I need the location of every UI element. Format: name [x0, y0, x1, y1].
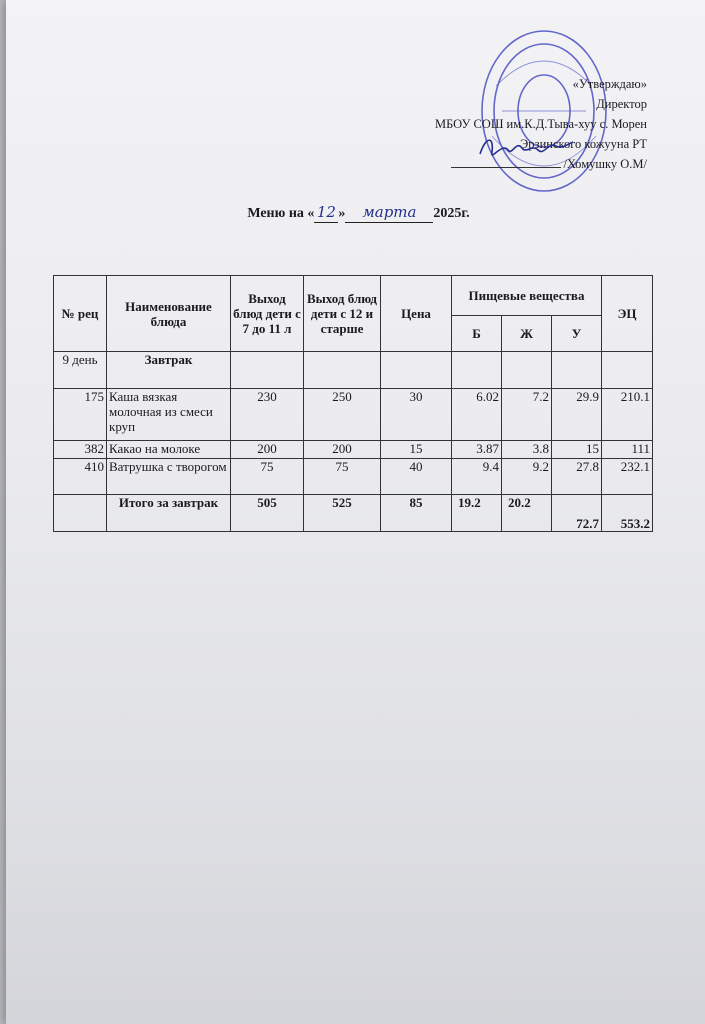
table-row	[54, 459, 653, 495]
header-zh: Ж	[502, 316, 552, 352]
header-price: Цена	[381, 276, 452, 352]
cell-num: 175	[54, 389, 107, 441]
cell-out12: 200	[304, 441, 381, 459]
table-row	[54, 441, 653, 459]
header-num: № рец	[54, 276, 107, 352]
total-ec: 553.2	[602, 495, 653, 532]
section-day: 9 день	[54, 352, 107, 389]
title-suffix: 2025г.	[433, 206, 470, 221]
cell-out7: 200	[231, 441, 304, 459]
page-title	[6, 203, 705, 223]
cell-zh: 9.2	[502, 459, 552, 495]
header-name: Наименование блюда	[107, 276, 231, 352]
cell-price: 30	[381, 389, 452, 441]
cell-ec: 210.1	[602, 389, 653, 441]
director-signature	[476, 132, 576, 164]
approval-line-1: «Утверждаю»	[572, 77, 647, 91]
header-ec: ЭЦ	[602, 276, 653, 352]
cell-num: 410	[54, 459, 107, 495]
cell-out7: 75	[231, 459, 304, 495]
total-zh: 20.2	[502, 495, 552, 532]
approval-line-4: Эрзинского кожууна РТ	[519, 137, 647, 151]
cell-name: Ватрушка с творогом	[107, 459, 231, 495]
header-out12: Выход блюд дети с 12 и старше	[304, 276, 381, 352]
table-row	[54, 389, 653, 441]
cell-name: Каша вязкая молочная из смеси круп	[107, 389, 231, 441]
header-nutrients: Пищевые вещества	[452, 276, 602, 316]
cell-ec: 111	[602, 441, 653, 459]
total-row	[54, 495, 653, 532]
document-page	[6, 0, 705, 1024]
total-label: Итого за завтрак	[107, 495, 231, 532]
header-u: У	[552, 316, 602, 352]
approval-line-5: /Хомушку О.М/	[563, 157, 647, 171]
cell-zh: 3.8	[502, 441, 552, 459]
title-middle: »	[338, 206, 346, 221]
section-meal: Завтрак	[107, 352, 231, 389]
total-out12: 525	[304, 495, 381, 532]
title-day: 12	[316, 203, 336, 221]
total-out7: 505	[231, 495, 304, 532]
cell-b: 3.87	[452, 441, 502, 459]
cell-u: 15	[552, 441, 602, 459]
menu-table	[53, 275, 653, 532]
cell-out12: 250	[304, 389, 381, 441]
cell-ec: 232.1	[602, 459, 653, 495]
cell-out12: 75	[304, 459, 381, 495]
approval-line-3: МБОУ СОШ им.К.Д.Тыва-хуу с. Морен	[434, 117, 647, 131]
header-out7: Выход блюд дети с 7 до 11 л	[231, 276, 304, 352]
cell-name: Какао на молоке	[107, 441, 231, 459]
cell-price: 40	[381, 459, 452, 495]
total-price: 85	[381, 495, 452, 532]
signature-line	[451, 167, 561, 168]
cell-b: 9.4	[452, 459, 502, 495]
approval-line-2: Директор	[596, 97, 647, 111]
cell-b: 6.02	[452, 389, 502, 441]
cell-u: 29.9	[552, 389, 602, 441]
title-prefix: Меню на «	[247, 206, 315, 221]
cell-price: 15	[381, 441, 452, 459]
total-b: 19.2	[452, 495, 502, 532]
total-u: 72.7	[552, 495, 602, 532]
cell-zh: 7.2	[502, 389, 552, 441]
cell-num: 382	[54, 441, 107, 459]
header-b: Б	[452, 316, 502, 352]
cell-out7: 230	[231, 389, 304, 441]
title-month: марта	[362, 203, 417, 221]
cell-u: 27.8	[552, 459, 602, 495]
section-row	[54, 352, 653, 389]
